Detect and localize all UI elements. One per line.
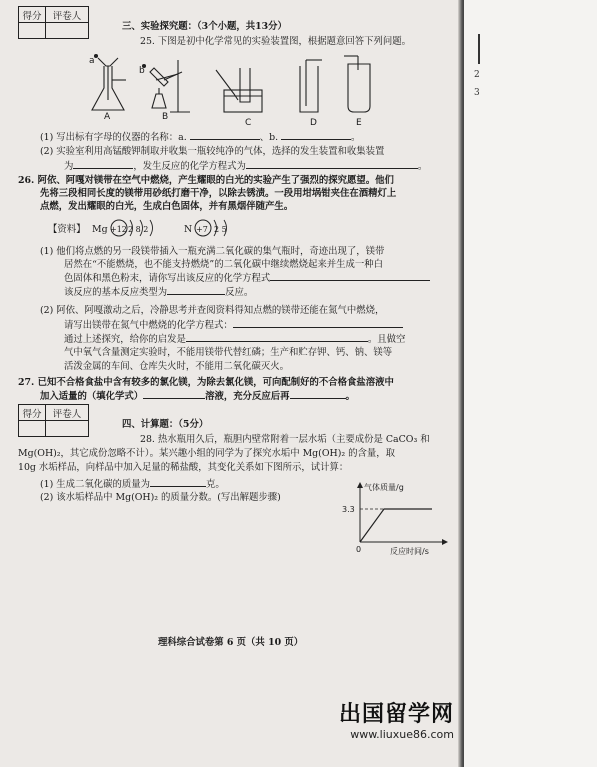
q25-p2-text2: ，发生反应的化学方程式为 [133,161,246,172]
chart-svg [340,480,450,558]
mg-shells: 2 8 2 [128,225,149,234]
q26-t3 [64,332,405,346]
q26-t4: 气中氧气含量测定实验时，不能用镁带代替红磷；生产和贮存钾、钙、钠、镁等 [64,347,393,358]
page-footer: 理科综合试卷第 6 页（共 10 页） [158,637,304,648]
q26-s3-text: 色固体和黑色粉末，请你写出该反应的化学方程式 [64,273,271,284]
q28-part2: (2) 该水垢样品中 Mg(OH)₂ 的质量分数。(写出解题步骤) [40,492,281,503]
q26-s4-text: 该反应的基本反应类型为 [64,287,168,298]
x-axis-arrow [442,539,448,545]
apparatus-c [216,68,262,112]
label-b: B [162,112,169,122]
origin-label: 0 [356,545,362,554]
margin-mark: 3 [474,88,480,98]
apparatus-figure [86,50,386,130]
q27-end: 。 [345,391,355,402]
q26-s4-end: 反应。 [225,287,254,298]
q28-line2: Mg(OH)₂，其它成份忽略不计）。某兴趣小组的同学为了探究水垢中 Mg(OH)₂ 的含量，取 [18,448,395,459]
q26-s2: 居然在“不能燃烧，也不能支持燃烧”的二氧化碳中继续燃烧起来并生成一种白 [64,259,383,270]
q25-p2-end: 。 [417,161,428,172]
answer-blank[interactable] [73,159,133,169]
q26-t5: 活泼金属的车间、仓库失火时，不能用二氧化碳灭火。 [64,361,290,372]
q25-stem: 25. 下图是初中化学常见的实验装置图，根据题意回答下列问题。 [140,36,412,47]
y-tick-label: 3.3 [342,505,355,514]
score-box-1 [18,6,89,39]
label-c: C [245,118,252,128]
mg-symbol: Mg [92,224,108,235]
apparatus-a [92,55,126,111]
answer-blank[interactable] [190,130,260,140]
watermark [339,697,454,741]
grader-label: 评卷人 [46,405,89,421]
score-box-2 [18,404,89,437]
series-line [360,509,432,542]
label-a: A [104,112,111,122]
answer-blank[interactable] [186,332,368,342]
q26-s1: (1) 他们将点燃的另一段镁带插入一瓶充满二氧化碳的集气瓶时，奇迹出现了，镁带 [40,246,385,257]
margin-mark: 2 [474,70,480,80]
score-label: 得分 [19,405,46,421]
mark-a: a [89,56,95,66]
q25-p1-text: (1) 写出标有字母的仪器的名称：a. [40,132,190,143]
q26-s3 [64,271,430,285]
q26-t2-text: 请写出镁带在氮气中燃烧的化学方程式： [64,320,233,331]
q28-part1 [40,477,225,491]
answer-blank[interactable] [150,477,206,487]
apparatus-b [143,60,191,112]
watermark-url: www.liuxue86.com [350,728,454,741]
grader-label: 评卷人 [46,7,89,23]
q26-s4 [64,285,253,299]
answer-blank[interactable] [270,271,430,281]
n-shells: 2 5 [214,225,227,234]
gas-mass-chart [340,480,450,562]
answer-blank[interactable] [233,318,403,328]
q25-part2-line2 [64,159,427,173]
adjacent-page [464,0,597,767]
mg-nucleus: +12 [110,225,127,234]
x-axis-label: 反应时间/s [390,547,429,556]
mark-b: b [139,66,145,76]
y-axis-arrow [357,482,363,488]
q28-p1-text: (1) 生成二氧化碳的质量为 [40,479,151,490]
section-3-title: 三、实验探究题：（3个小题，共13分） [122,21,287,32]
q26-line2: 先将三段相同长度的镁带用砂纸打磨干净，以除去锈渍。一段用坩埚钳夹住在酒精灯上 [40,188,397,199]
answer-blank[interactable] [143,389,205,399]
answer-blank[interactable] [167,285,225,295]
n-nucleus: +7 [196,225,208,234]
q26-t3-end: 。且做空 [367,334,406,345]
apparatus-e [344,56,370,112]
info-label: 【资料】 [48,224,86,235]
y-axis-label: 气体质量/g [364,483,404,492]
watermark-title: 出国留学网 [338,702,454,727]
q27-text: 加入适量的（填化学式） [40,391,144,402]
answer-blank[interactable] [246,159,418,169]
q26-t2 [64,318,403,332]
q26-t3-text: 通过上述探究，给你的启发是 [64,334,186,345]
answer-blank[interactable] [281,130,351,140]
q27-line1: 27. 已知不合格食盐中含有较多的氯化镁，为除去氯化镁，可向配制好的不合格食盐溶液中 [18,377,394,388]
q27-text2: 溶液，充分反应后再 [205,391,290,402]
q26-line1: 26. 阿依、阿嘎对镁带在空气中燃烧，产生耀眼的白光的实验产生了强烈的探究愿望。他们 [18,175,394,186]
q25-p1-end: 。 [351,132,361,143]
answer-blank[interactable] [290,389,346,399]
q28-line1: 28. 热水瓶用久后，瓶胆内壁常附着一层水垢（主要成份是 CaCO₃ 和 [140,434,430,445]
apparatus-d [300,60,322,112]
q28-p1-end: 克。 [206,479,225,490]
q28-line3: 10g 水垢样品，向样品中加入足量的稀盐酸，其变化关系如下图所示，试计算： [18,462,349,473]
q26-t1: (2) 阿依、阿嘎激动之后，冷静思考并查阅资料得知点燃的镁带还能在氮气中燃烧， [40,305,385,316]
q25-p1-sep: 、b. [259,132,282,143]
score-label: 得分 [19,7,46,23]
q25-p2-text: 为 [64,161,74,172]
q25-part1 [40,130,360,144]
q25-part2-line1: (2) 实验室利用高锰酸钾制取并收集一瓶较纯净的气体，选择的发生装置和收集装置 [40,146,385,157]
q27-line2 [40,389,355,403]
n-symbol: N [184,224,193,235]
q26-line3: 点燃，发出耀眼的白光，生成白色固体，并有黑烟伴随产生。 [40,201,294,212]
adjacent-rule [478,34,480,64]
label-e: E [356,118,362,128]
section-4-title: 四、计算题：（5分） [122,419,209,430]
label-d: D [310,118,317,128]
